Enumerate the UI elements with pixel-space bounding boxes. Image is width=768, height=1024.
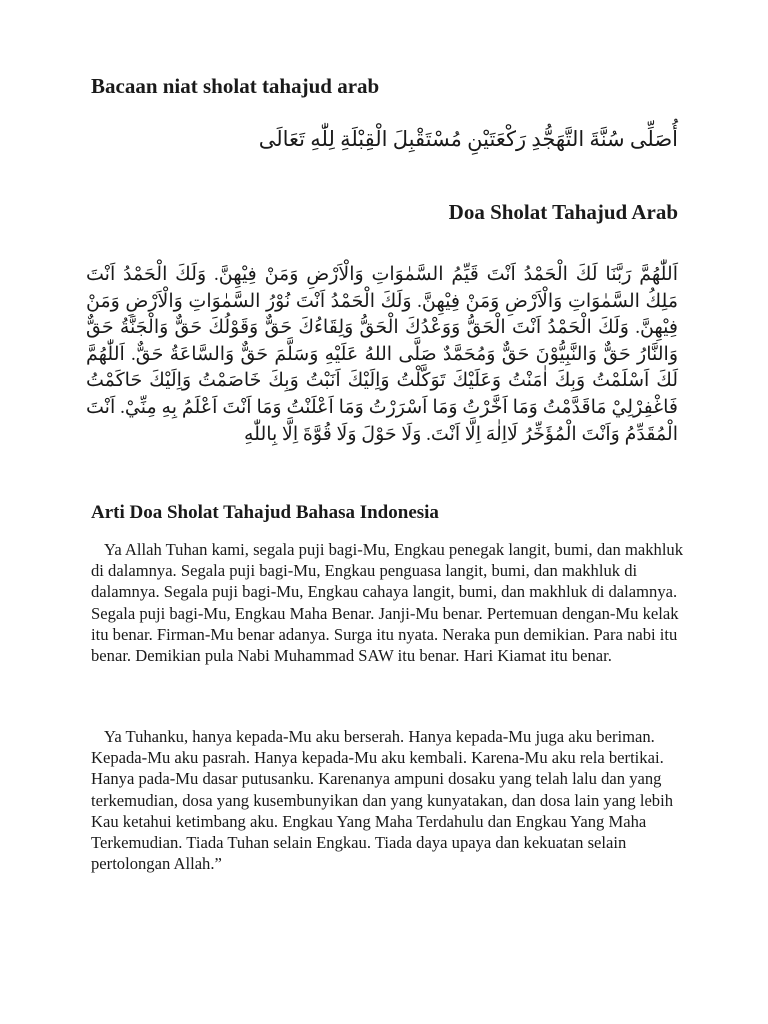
arabic-niat-text: أُصَلِّى سُنَّةَ التَّهَجُّدِ رَكْعَتَيْنِ مُسْتَقْبِلَ الْقِبْلَةِ لِلّٰهِ تَعَالَى (258, 127, 678, 151)
heading-doa: Doa Sholat Tahajud Arab (448, 200, 678, 224)
arabic-doa-text: اَللّٰهُمَّ رَبَّنَا لَكَ الْحَمْدُ اَنْتَ قَيِّمُ السَّمٰوَاتِ وَالْاَرْضِ وَمَنْ فِيْهِنَّ. وَلَكَ الْحَمْدُ اَنْتَ مَلِكُ السَّمٰوَاتِ وَالْاَرْضِ وَمَنْ فِيْهِنَّ. وَلَكَ الْحَمْدُ اَنْتَ نُوْرُ السَّمٰوَاتِ وَالْاَرْضِ وَمَنْ فِيْهِنَّ. وَلَكَ الْحَمْدُ اَنْتَ الْحَقُّ وَوَعْدُكَ الْحَقُّ وَلِقَاءُكَ حَقٌّ وَقَوْلُكَ حَقٌّ وَالْجَنَّةُ حَقٌّ وَالنَّارُ حَقٌّ وَالنَّبِيُّوْنَ حَقٌّ وَمُحَمَّدٌ صَلَّى اللهُ عَلَيْهِ وَسَلَّمَ حَقٌّ وَالسَّاعَةُ حَقٌّ. اَللّٰهُمَّ لَكَ اَسْلَمْتُ وَبِكَ اٰمَنْتُ وَعَلَيْكَ تَوَكَّلْتُ وَاِلَيْكَ اَنَبْتُ وَبِكَ خَاصَمْتُ وَاِلَيْكَ حَاكَمْتُ فَاغْفِرْلِيْ مَاقَدَّمْتُ وَمَا اَخَّرْتُ وَمَا اَسْرَرْتُ وَمَا اَعْلَنْتُ وَمَا اَنْتَ اَعْلَمُ بِهِ مِنِّيْ. اَنْتَ الْمُقَدِّمُ وَاَنْتَ الْمُؤَخِّرُ لَااِلٰهَ اِلَّا اَنْتَ. وَلَا حَوْلَ وَلَا قُوَّةَ اِلَّا بِاللّٰهِ (86, 264, 678, 445)
paragraph-translation-1: Ya Allah Tuhan kami, segala puji bagi-Mu, Engkau penegak langit, bumi, dan makhluk di dalamnya. Segala puji bagi-Mu, Engkau penguasa langit, bumi, dan makhluk di dalamnya. Segala puji bagi-Mu, Engkau cahaya langit, bumi, dan makhluk di dalamnya. Segala puji bagi-Mu, Engkau Maha Benar. Janji-Mu benar. Pertemuan dengan-Mu kelak itu benar. Firman-Mu benar adanya. Surga itu nyata. Neraka pun demikian. Para nabi itu benar. Demikian pula Nabi Muhammad SAW itu benar. Hari Kiamat itu benar. (91, 540, 684, 666)
heading-niat: Bacaan niat sholat tahajud arab (91, 74, 380, 98)
heading-arti: Arti Doa Sholat Tahajud Bahasa Indonesia (91, 502, 439, 523)
paragraph-translation-2: Ya Tuhanku, hanya kepada-Mu aku berserah. Hanya kepada-Mu juga aku beriman. Kepada-Mu aku pasrah. Hanya kepada-Mu aku kembali. Karena-Mu aku rela bertikai. Hanya pada-Mu dasar putusanku. Karenanya ampuni dosaku yang telah lalu dan yang terkemudian, dosa yang kusembunyikan dan yang kunyatakan, dan dosa lain yang lebih Kau ketahui ketimbang aku. Engkau Yang Maha Terdahulu dan Engkau Yang Maha Terkemudian. Tiada Tuhan selain Engkau. Tiada daya upaya dan kekuatan selain pertolongan Allah.” (91, 727, 674, 874)
